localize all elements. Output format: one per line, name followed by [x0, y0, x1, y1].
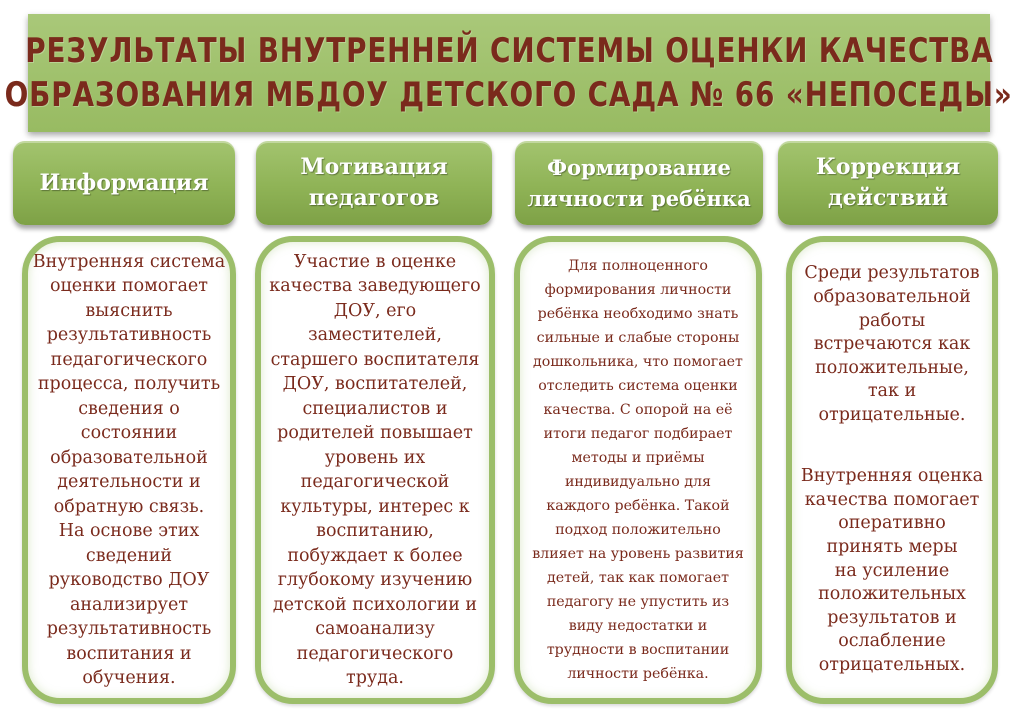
header-teacher-motivation-label: Мотивация педагогов	[300, 154, 448, 211]
title-banner	[5, 14, 1013, 132]
card-information-text: Внутренняя система оценки помогает выяснить результативность педагогического процесса, получить сведения о состоянии образовательной деятельности и обратную связь. На основе этих сведений руководство ДОУ анализирует результативность воспитания и обучения.	[32, 251, 226, 688]
header-information	[13, 141, 235, 225]
card-teacher-motivation-text: Участие в оценке качества заведующего ДОУ, его заместителей, старшего воспитателя ДОУ, воспитателей, специалистов и родителей повышает уровень их педагогической культуры, интерес к воспитанию, побуждает к более глубокому изучению детской психологии и самоанализу педагогического труда.	[269, 251, 481, 688]
header-action-correction	[778, 141, 998, 225]
card-action-correction-text	[801, 239, 983, 701]
card-teacher-motivation	[255, 236, 495, 704]
header-information-label: Информация	[39, 169, 209, 196]
header-action-correction-label: Коррекция действий	[815, 154, 961, 211]
header-child-personality-label: Формирование личности ребёнка	[527, 155, 751, 211]
card-action-correction	[786, 236, 998, 704]
card-action-correction-paragraph-2: Внутренняя оценка качества помогает оперативно принять меры на усиление положительных результатов и ослабление отрицательных.	[800, 466, 984, 675]
card-child-personality-text: Для полноценного формирования личности ребёнка необходимо знать сильные и слабые стороны дошкольника, что помогает отследить система оценки качества. С опорой на её итоги педагог подбирает методы и приёмы индивидуально для каждого ребёнка. Такой подход положительно влияет на уровень развития детей, так как помогает педагогу не упустить из виду недостатки и трудности в воспитании личности ребёнка.	[532, 258, 744, 682]
title-line-1: РЕЗУЛЬТАТЫ ВНУТРЕННЕЙ СИСТЕМЫ ОЦЕНКИ КАЧЕСТВА	[24, 31, 994, 71]
header-child-personality	[515, 141, 763, 225]
card-information	[22, 236, 236, 704]
card-action-correction-paragraph-1: Среди результатов образовательной работы встречаются как положительные, так и отрицательные.	[804, 263, 980, 426]
card-child-personality	[514, 236, 762, 704]
header-teacher-motivation	[256, 141, 492, 225]
title-line-2: ОБРАЗОВАНИЯ МБДОУ ДЕТСКОГО САДА № 66 «НЕПОСЕДЫ»	[5, 75, 1013, 115]
